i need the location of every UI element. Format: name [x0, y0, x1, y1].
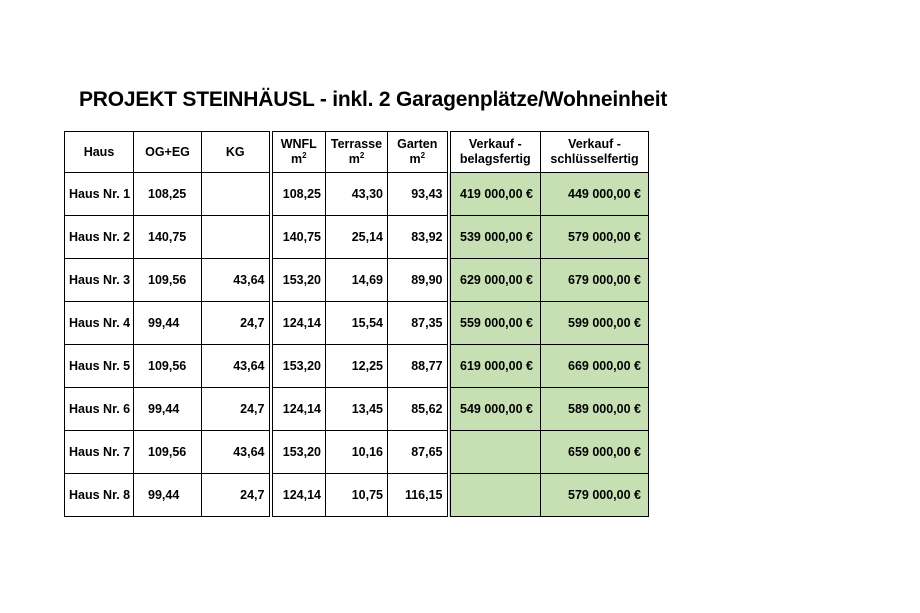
- cell-haus: Haus Nr. 6: [65, 388, 134, 431]
- cell-wnfl: 153,20: [271, 259, 326, 302]
- header-wnfl-unit-exp: 2: [302, 150, 307, 160]
- cell-verkauf-schluesselfertig: 589 000,00 €: [541, 388, 649, 431]
- header-verkauf-schluesselfertig-line1: Verkauf -: [568, 137, 621, 151]
- cell-wnfl: 124,14: [271, 474, 326, 517]
- cell-og-eg: 99,44: [134, 302, 202, 345]
- header-terrasse-unit: m: [348, 152, 360, 166]
- table-row: [65, 388, 649, 431]
- table-row: [65, 173, 649, 216]
- cell-kg: 24,7: [202, 474, 271, 517]
- cell-terrasse: 25,14: [326, 216, 388, 259]
- cell-wnfl: 140,75: [271, 216, 326, 259]
- cell-haus: Haus Nr. 7: [65, 431, 134, 474]
- header-wnfl-label: WNFL: [280, 137, 317, 151]
- table-row: [65, 302, 649, 345]
- cell-haus: Haus Nr. 4: [65, 302, 134, 345]
- cell-kg: [202, 173, 271, 216]
- header-wnfl-unit: m: [290, 152, 303, 166]
- header-row: [65, 132, 649, 173]
- cell-wnfl: 153,20: [271, 431, 326, 474]
- cell-terrasse: 10,75: [326, 474, 388, 517]
- cell-wnfl: 124,14: [271, 388, 326, 431]
- cell-verkauf-belagsfertig: 539 000,00 €: [449, 216, 541, 259]
- header-kg: KG: [202, 132, 271, 173]
- cell-verkauf-schluesselfertig: 599 000,00 €: [541, 302, 649, 345]
- cell-og-eg: 108,25: [134, 173, 202, 216]
- cell-og-eg: 99,44: [134, 474, 202, 517]
- cell-og-eg: 99,44: [134, 388, 202, 431]
- cell-kg: [202, 216, 271, 259]
- table-row: [65, 259, 649, 302]
- cell-kg: 43,64: [202, 431, 271, 474]
- cell-terrasse: 10,16: [326, 431, 388, 474]
- table-body: [65, 173, 649, 517]
- header-verkauf-schluesselfertig-line2: schlüsselfertig: [550, 152, 639, 166]
- cell-wnfl: 124,14: [271, 302, 326, 345]
- cell-og-eg: 109,56: [134, 259, 202, 302]
- cell-haus: Haus Nr. 1: [65, 173, 134, 216]
- header-haus: Haus: [65, 132, 134, 173]
- cell-verkauf-schluesselfertig: 669 000,00 €: [541, 345, 649, 388]
- header-garten-label: Garten: [397, 137, 438, 151]
- header-garten-unit-exp: 2: [420, 150, 426, 160]
- cell-verkauf-belagsfertig: 629 000,00 €: [449, 259, 541, 302]
- cell-terrasse: 43,30: [326, 173, 388, 216]
- cell-kg: 24,7: [202, 388, 271, 431]
- cell-garten: 83,92: [388, 216, 449, 259]
- cell-kg: 43,64: [202, 345, 271, 388]
- page-title: PROJEKT STEINHÄUSL - inkl. 2 Garagenplätze/Wohneinheit: [79, 88, 668, 111]
- header-garten: [388, 132, 449, 173]
- cell-og-eg: 109,56: [134, 345, 202, 388]
- cell-verkauf-belagsfertig: 549 000,00 €: [449, 388, 541, 431]
- price-table: [64, 131, 649, 517]
- cell-verkauf-belagsfertig: 619 000,00 €: [449, 345, 541, 388]
- cell-wnfl: 153,20: [271, 345, 326, 388]
- table-row: [65, 216, 649, 259]
- header-og-eg: OG+EG: [134, 132, 202, 173]
- header-verkauf-belagsfertig: [449, 132, 541, 173]
- cell-verkauf-schluesselfertig: 679 000,00 €: [541, 259, 649, 302]
- cell-haus: Haus Nr. 3: [65, 259, 134, 302]
- header-terrasse-unit-exp: 2: [359, 150, 365, 160]
- cell-wnfl: 108,25: [271, 173, 326, 216]
- cell-og-eg: 109,56: [134, 431, 202, 474]
- cell-verkauf-belagsfertig: 559 000,00 €: [449, 302, 541, 345]
- header-terrasse-label: Terrasse: [330, 137, 383, 151]
- cell-verkauf-schluesselfertig: 579 000,00 €: [541, 474, 649, 517]
- table-row: [65, 431, 649, 474]
- header-terrasse: [326, 132, 388, 173]
- cell-garten: 85,62: [388, 388, 449, 431]
- cell-haus: Haus Nr. 2: [65, 216, 134, 259]
- cell-garten: 87,65: [388, 431, 449, 474]
- header-garten-unit: m: [409, 152, 421, 166]
- cell-kg: 24,7: [202, 302, 271, 345]
- cell-garten: 88,77: [388, 345, 449, 388]
- header-verkauf-schluesselfertig: [541, 132, 649, 173]
- cell-kg: 43,64: [202, 259, 271, 302]
- cell-verkauf-belagsfertig: 419 000,00 €: [449, 173, 541, 216]
- cell-haus: Haus Nr. 5: [65, 345, 134, 388]
- cell-haus: Haus Nr. 8: [65, 474, 134, 517]
- cell-terrasse: 14,69: [326, 259, 388, 302]
- cell-garten: 116,15: [388, 474, 449, 517]
- header-verkauf-belagsfertig-line1: Verkauf -: [468, 137, 522, 151]
- cell-verkauf-schluesselfertig: 449 000,00 €: [541, 173, 649, 216]
- cell-garten: 93,43: [388, 173, 449, 216]
- table-row: [65, 345, 649, 388]
- cell-og-eg: 140,75: [134, 216, 202, 259]
- cell-garten: 89,90: [388, 259, 449, 302]
- cell-verkauf-schluesselfertig: 579 000,00 €: [541, 216, 649, 259]
- cell-garten: 87,35: [388, 302, 449, 345]
- table-row: [65, 474, 649, 517]
- cell-verkauf-belagsfertig: [449, 474, 541, 517]
- cell-verkauf-belagsfertig: [449, 431, 541, 474]
- cell-terrasse: 15,54: [326, 302, 388, 345]
- cell-terrasse: 13,45: [326, 388, 388, 431]
- cell-terrasse: 12,25: [326, 345, 388, 388]
- header-wnfl: [271, 132, 326, 173]
- cell-verkauf-schluesselfertig: 659 000,00 €: [541, 431, 649, 474]
- header-verkauf-belagsfertig-line2: belagsfertig: [459, 152, 531, 166]
